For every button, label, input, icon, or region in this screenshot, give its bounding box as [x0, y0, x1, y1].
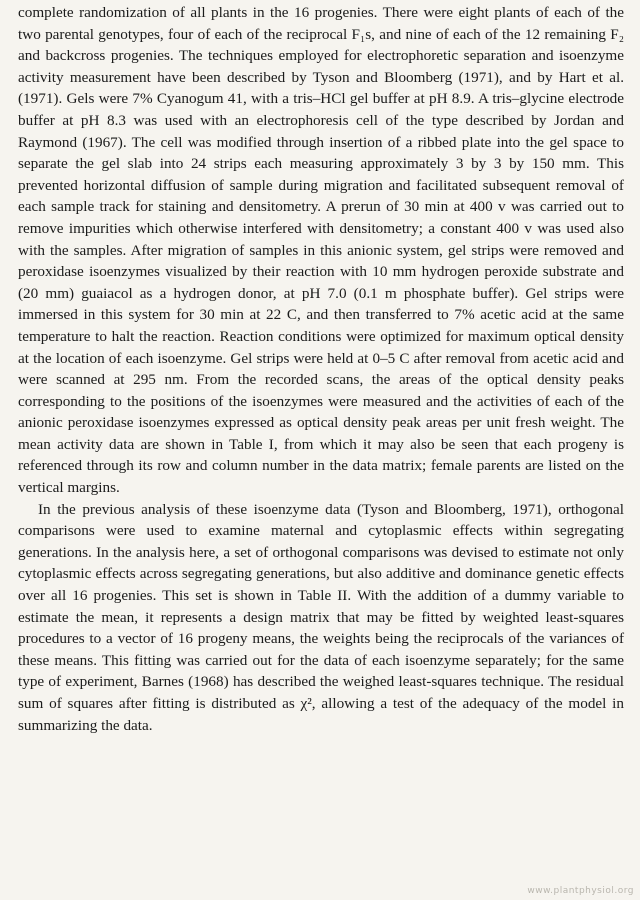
document-body: [18, 2, 624, 736]
watermark: www.plantphysiol.org: [527, 886, 634, 896]
paragraph-analysis: In the previous analysis of these isoenzyme data (Tyson and Bloomberg, 1971), orthogonal comparisons were used to examine maternal and cytoplasmic effects within segregating generations. In the analysis here, a set of orthogonal comparisons was devised to estimate not only cytoplasmic effects across segregating generations, but also additive and dominance genetic effects over all 16 progenies. This set is shown in Table II. With the addition of a dummy variable to estimate the mean, it represents a design matrix that may be fitted by weighted least-squares procedures to a vector of 16 progeny means, the weights being the reciprocals of the variances of these means. This fitting was carried out for the data of each isoenzyme separately; for the same type of experiment, Barnes (1968) has described the weighed least-squares technique. The residual sum of squares after fitting is distributed as χ², allowing a test of the adequacy of the model in summarizing the data.: [18, 500, 624, 734]
paragraph-methods: complete randomization of all plants in the 16 progenies. There were eight plants of each of the two parental genotypes, four of each of the reciprocal F₁s, and nine of each of the 12 remaining F₂ and backcross progenies. The techniques employed for electrophoretic separation and isoenzyme activity measurement have been described by Tyson and Bloomberg (1971), and by Hart et al. (1971). Gels were 7% Cyanogum 41, with a tris–HCl gel buffer at pH 8.9. A tris–glycine electrode buffer at pH 8.3 was used with an electrophoresis cell of the type described by Jordan and Raymond (1967). The cell was modified through insertion of a ribbed plate into the gel space to separate the gel slab into 24 strips each measuring approximately 3 by 3 by 150 mm. This prevented horizontal diffusion of sample during migration and facilitated subsequent removal of each sample track for staining and densitometry. A prerun of 30 min at 400 v was carried out to remove impurities which otherwise interfered with densitometry; a constant 400 v was used also with the samples. After migration of samples in this anionic system, gel strips were removed and peroxidase isoenzymes visualized by their reaction with 10 mm hydrogen peroxide substrate and (20 mm) guaiacol as a hydrogen donor, at pH 7.0 (0.1 m phosphate buffer). Gel strips were immersed in this system for 30 min at 22 C, and then transferred to 7% acetic acid at the same temperature to halt the reaction. Reaction conditions were optimized for maximum optical density at the location of each isoenzyme. Gel strips were held at 0–5 C after removal from acetic acid and were scanned at 295 nm. From the recorded scans, the areas of the optical density peaks corresponding to the positions of the isoenzymes were measured and the activities of each of the anionic peroxidase isoenzymes expressed as optical density peak areas per unit fresh weight. The mean activity data are shown in Table I, from which it may also be seen that each progeny is referenced through its row and column number in the data matrix; female parents are listed on the vertical margins.: [18, 4, 624, 497]
